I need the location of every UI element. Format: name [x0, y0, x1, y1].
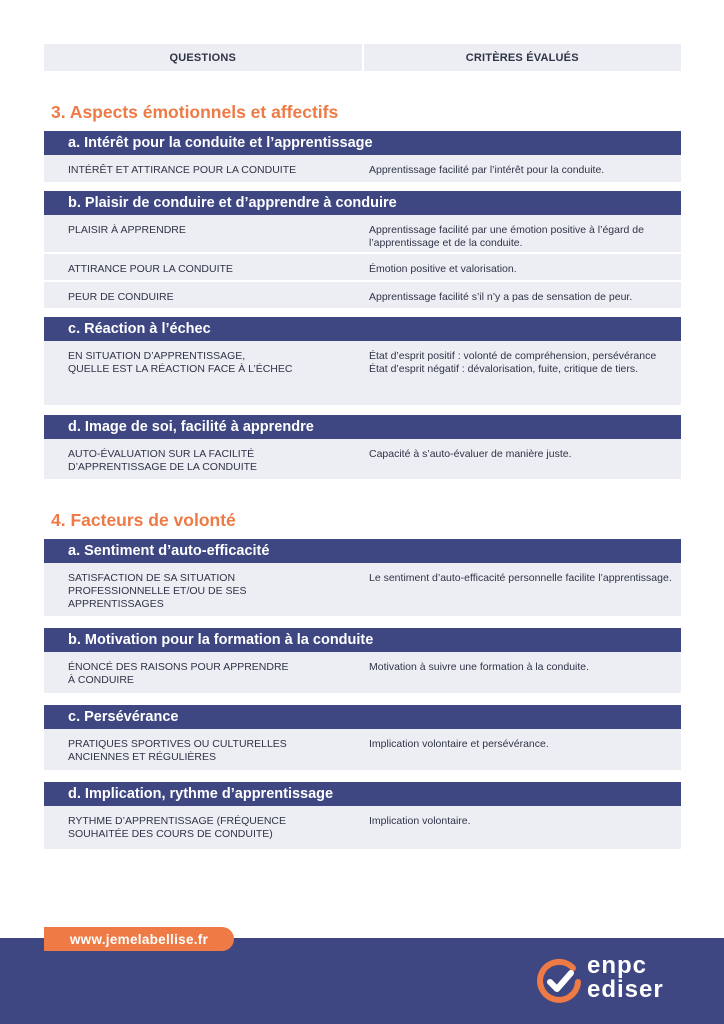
- table-row: [44, 215, 681, 252]
- enpc-ediser-logo: [535, 954, 685, 1010]
- question-cell: RYTHME D’APPRENTISSAGE (FRÉQUENCE SOUHAITÉE DES COURS DE CONDUITE): [68, 815, 287, 840]
- column-questions: QUESTIONS: [44, 44, 362, 71]
- table-row: [44, 282, 681, 308]
- table-row: [44, 341, 681, 405]
- question-cell: INTÉRÊT ET ATTIRANCE POUR LA CONDUITE: [68, 164, 297, 176]
- table-row: [44, 652, 681, 693]
- group-heading: c. Persévérance: [44, 705, 681, 729]
- table-column-header: [44, 44, 681, 71]
- question-cell: SATISFACTION DE SA SITUATION PROFESSIONNELLE ET/OU DE SES APPRENTISSAGES: [68, 572, 247, 610]
- column-criteria: CRITÈRES ÉVALUÉS: [364, 44, 682, 71]
- group-heading: a. Intérêt pour la conduite et l’apprentissage: [44, 131, 681, 155]
- question-cell: AUTO-ÉVALUATION SUR LA FACILITÉ D’APPRENTISSAGE DE LA CONDUITE: [68, 448, 258, 473]
- criteria-cell: Apprentissage facilité par une émotion positive à l’égard de l’apprentissage et de la conduite.: [369, 224, 644, 249]
- table-row: [44, 729, 681, 770]
- group-heading: c. Réaction à l’échec: [44, 317, 681, 341]
- question-cell: ATTIRANCE POUR LA CONDUITE: [68, 263, 233, 275]
- criteria-cell: Apprentissage facilité par l’intérêt pour la conduite.: [369, 164, 605, 176]
- criteria-cell: Capacité à s’auto-évaluer de manière juste.: [369, 448, 572, 460]
- table-row: [44, 806, 681, 849]
- section-title: 4. Facteurs de volonté: [51, 510, 236, 530]
- criteria-cell: Apprentissage facilité s’il n’y a pas de sensation de peur.: [369, 291, 633, 303]
- group-heading: b. Plaisir de conduire et d’apprendre à conduire: [44, 191, 681, 215]
- criteria-cell: Implication volontaire et persévérance.: [369, 738, 549, 750]
- table-row: [44, 439, 681, 479]
- question-cell: EN SITUATION D’APPRENTISSAGE, QUELLE EST LA RÉACTION FACE À L’ÉCHEC: [68, 350, 293, 375]
- logo-wordmark: [587, 954, 664, 1002]
- logo-line-1: enpc: [587, 952, 648, 979]
- question-cell: ÉNONCÉ DES RAISONS POUR APPRENDRE À CONDUIRE: [68, 661, 289, 686]
- checkmark-logo-icon: [535, 958, 583, 1006]
- criteria-cell: Émotion positive et valorisation.: [369, 263, 517, 275]
- group-heading: a. Sentiment d’auto-efficacité: [44, 539, 681, 563]
- website-link[interactable]: www.jemelabellise.fr: [44, 927, 234, 951]
- criteria-cell: État d’esprit positif : volonté de compréhension, persévérance État d’esprit négatif : dévalorisation, fuite, critique de tiers.: [369, 350, 657, 375]
- question-cell: PRATIQUES SPORTIVES OU CULTURELLES ANCIENNES ET RÉGULIÈRES: [68, 738, 287, 763]
- section-title: 3. Aspects émotionnels et affectifs: [51, 102, 339, 122]
- question-cell: PEUR DE CONDUIRE: [68, 291, 174, 303]
- logo-line-2: ediser: [587, 976, 664, 1003]
- group-heading: d. Image de soi, facilité à apprendre: [44, 415, 681, 439]
- criteria-cell: Le sentiment d’auto-efficacité personnelle facilite l’apprentissage.: [369, 572, 672, 584]
- group-heading: d. Implication, rythme d’apprentissage: [44, 782, 681, 806]
- group-heading: b. Motivation pour la formation à la conduite: [44, 628, 681, 652]
- table-row: [44, 254, 681, 280]
- criteria-cell: Implication volontaire.: [369, 815, 471, 827]
- criteria-cell: Motivation à suivre une formation à la conduite.: [369, 661, 590, 673]
- table-row: [44, 563, 681, 616]
- question-cell: PLAISIR À APPRENDRE: [68, 224, 186, 236]
- table-row: [44, 155, 681, 182]
